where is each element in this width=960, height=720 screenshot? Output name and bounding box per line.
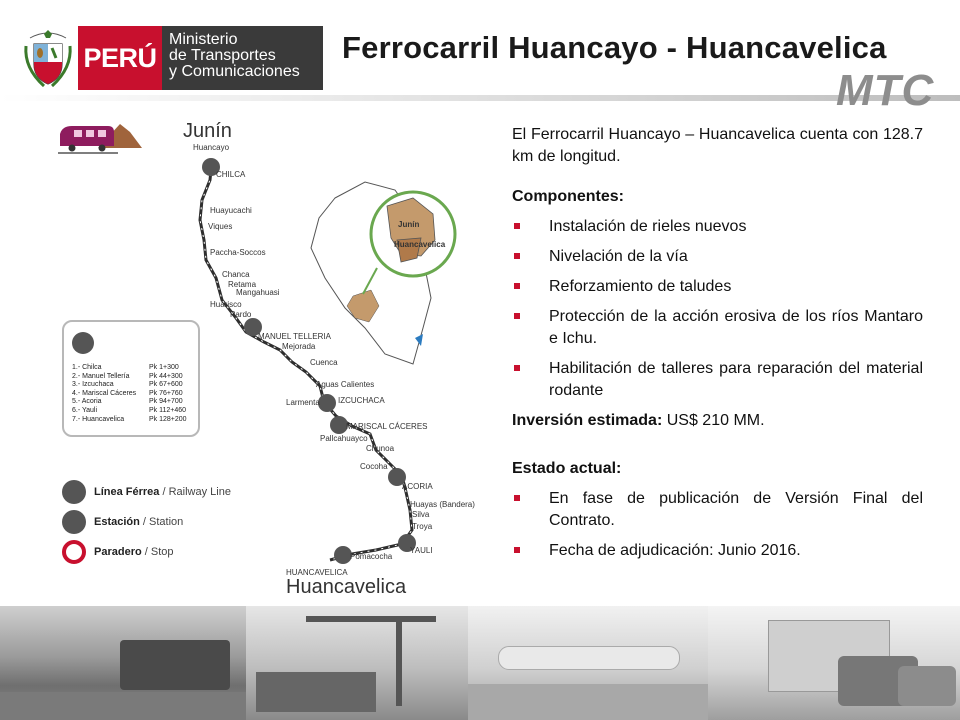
list-item: Fecha de adjudicación: Junio 2016.	[512, 540, 923, 562]
ministry-line: de Transportes	[169, 47, 276, 64]
bullet-icon	[514, 253, 520, 259]
station-row: 6.- Yauli Pk 112+460	[72, 406, 187, 414]
legend-station-es: Estación	[94, 516, 140, 528]
huancayo-label: Huancayo	[193, 143, 230, 152]
station-row: 7.- Huancavelica Pk 128+200	[72, 415, 187, 423]
station-row: 4.- Mariscal Cáceres Pk 76+760	[72, 389, 183, 397]
stop-label: Mejorada	[282, 342, 316, 351]
mtc-brand: MTC	[836, 66, 935, 115]
header-divider	[0, 95, 960, 101]
peru-label: PERÚ	[78, 26, 162, 90]
train-icon	[58, 118, 144, 158]
photo-port	[246, 606, 468, 720]
legend-railway-en: / Railway Line	[159, 486, 231, 498]
station-label: CHILCA	[216, 170, 246, 179]
photo-trucks	[708, 606, 960, 720]
region-huancavelica-label: Huancavelica	[286, 576, 407, 598]
station-izcuchaca	[318, 394, 336, 412]
stop-label: Cocoha	[360, 462, 388, 471]
bullet-icon	[514, 365, 520, 371]
legend-railway-es: Línea Férrea	[94, 486, 160, 498]
status-heading: Estado actual:	[512, 460, 622, 477]
components-list	[512, 216, 923, 402]
station-row: 2.- Manuel Tellería Pk 44+300	[72, 372, 183, 380]
investment-line	[512, 410, 923, 432]
ministry-name	[162, 26, 323, 90]
bullet-icon	[514, 223, 520, 229]
stations-table	[62, 320, 200, 437]
stop-label: Pallcahuayco	[320, 434, 368, 443]
stop-label: Huayucachi	[210, 206, 252, 215]
list-item: Instalación de rieles nuevos	[512, 216, 923, 238]
list-item: Reforzamiento de taludes	[512, 276, 923, 298]
legend-stop-es: Paradero	[94, 546, 142, 558]
photo-train	[0, 606, 246, 720]
intro-text: El Ferrocarril Huancayo – Huancavelica cuenta con 128.7 km de longitud.	[512, 126, 923, 165]
legend-railway	[62, 480, 231, 504]
region-junin-label: Junín	[183, 120, 232, 142]
list-item: Protección de la acción erosiva de los ríos Mantaro e Ichu.	[512, 306, 923, 350]
photo-airport	[468, 606, 708, 720]
stop-label: Chunoa	[366, 444, 395, 453]
stop-icon	[62, 540, 86, 564]
stop-label: Larmenta	[286, 398, 320, 407]
list-item: Habilitación de talleres para reparación del material rodante	[512, 358, 923, 402]
bullet-icon	[514, 547, 520, 553]
station-row: 1.- Chilca Pk 1+300	[72, 364, 179, 371]
station-icon	[62, 510, 86, 534]
investment-value: US$ 210 MM.	[662, 412, 765, 429]
bullet-icon	[514, 283, 520, 289]
stop-label: Huayas (Bandera)	[410, 500, 475, 509]
list-item: En fase de publicación de Versión Final del Contrato.	[512, 488, 923, 532]
stop-label: Chanca	[222, 270, 250, 279]
page-title: Ferrocarril Huancayo - Huancavelica	[342, 30, 887, 65]
legend-stop-en: / Stop	[141, 546, 174, 558]
peru-inset-map	[305, 178, 465, 378]
list-item: Nivelación de la vía	[512, 246, 923, 268]
bullet-icon	[514, 495, 520, 501]
station-label: ACORIA	[402, 482, 433, 491]
railway-line-icon	[62, 480, 86, 504]
stop-label: Retama	[228, 280, 257, 289]
inset-junin-label: Junín	[398, 220, 420, 229]
inset-huancavelica-label: Huancavelica	[394, 240, 446, 249]
stop-label: Pardo	[230, 310, 252, 319]
legend-station	[62, 510, 183, 534]
status-list	[512, 488, 923, 562]
legend-station-en: / Station	[139, 516, 184, 528]
stop-label: Mangahuasi	[236, 288, 280, 297]
description-panel	[512, 124, 923, 570]
stop-label: Cuenca	[310, 358, 338, 367]
station-label: HUANCAVELICA	[286, 568, 348, 577]
investment-label: Inversión estimada:	[512, 412, 663, 429]
stop-label: Silva	[412, 510, 430, 519]
legend-stop	[62, 540, 174, 564]
station-label: YAULI	[410, 546, 433, 555]
stop-label: Pomacocha	[350, 552, 393, 561]
stop-label: Paccha-Soccos	[210, 248, 266, 257]
ministry-line: y Comunicaciones	[169, 63, 300, 80]
stations-list	[72, 364, 194, 424]
stop-label: Troya	[412, 522, 433, 531]
ministry-logo	[22, 24, 323, 92]
coat-of-arms-icon	[22, 24, 74, 90]
stop-label: Aguas Calientes	[316, 380, 375, 389]
stop-label: Viques	[208, 222, 233, 231]
bullet-icon	[514, 313, 520, 319]
stop-label: Huarisco	[210, 300, 242, 309]
components-heading: Componentes:	[512, 188, 624, 205]
station-row: 5.- Acoria Pk 94+700	[72, 398, 183, 406]
station-label: MARISCAL CÁCERES	[346, 422, 428, 431]
station-label: MANUEL TELLERIA	[258, 332, 331, 341]
station-row: 3.- Izcuchaca Pk 67+600	[72, 381, 183, 389]
station-label: IZCUCHACA	[338, 396, 385, 405]
ministry-line: Ministerio	[169, 31, 238, 48]
station-icon	[72, 332, 94, 354]
